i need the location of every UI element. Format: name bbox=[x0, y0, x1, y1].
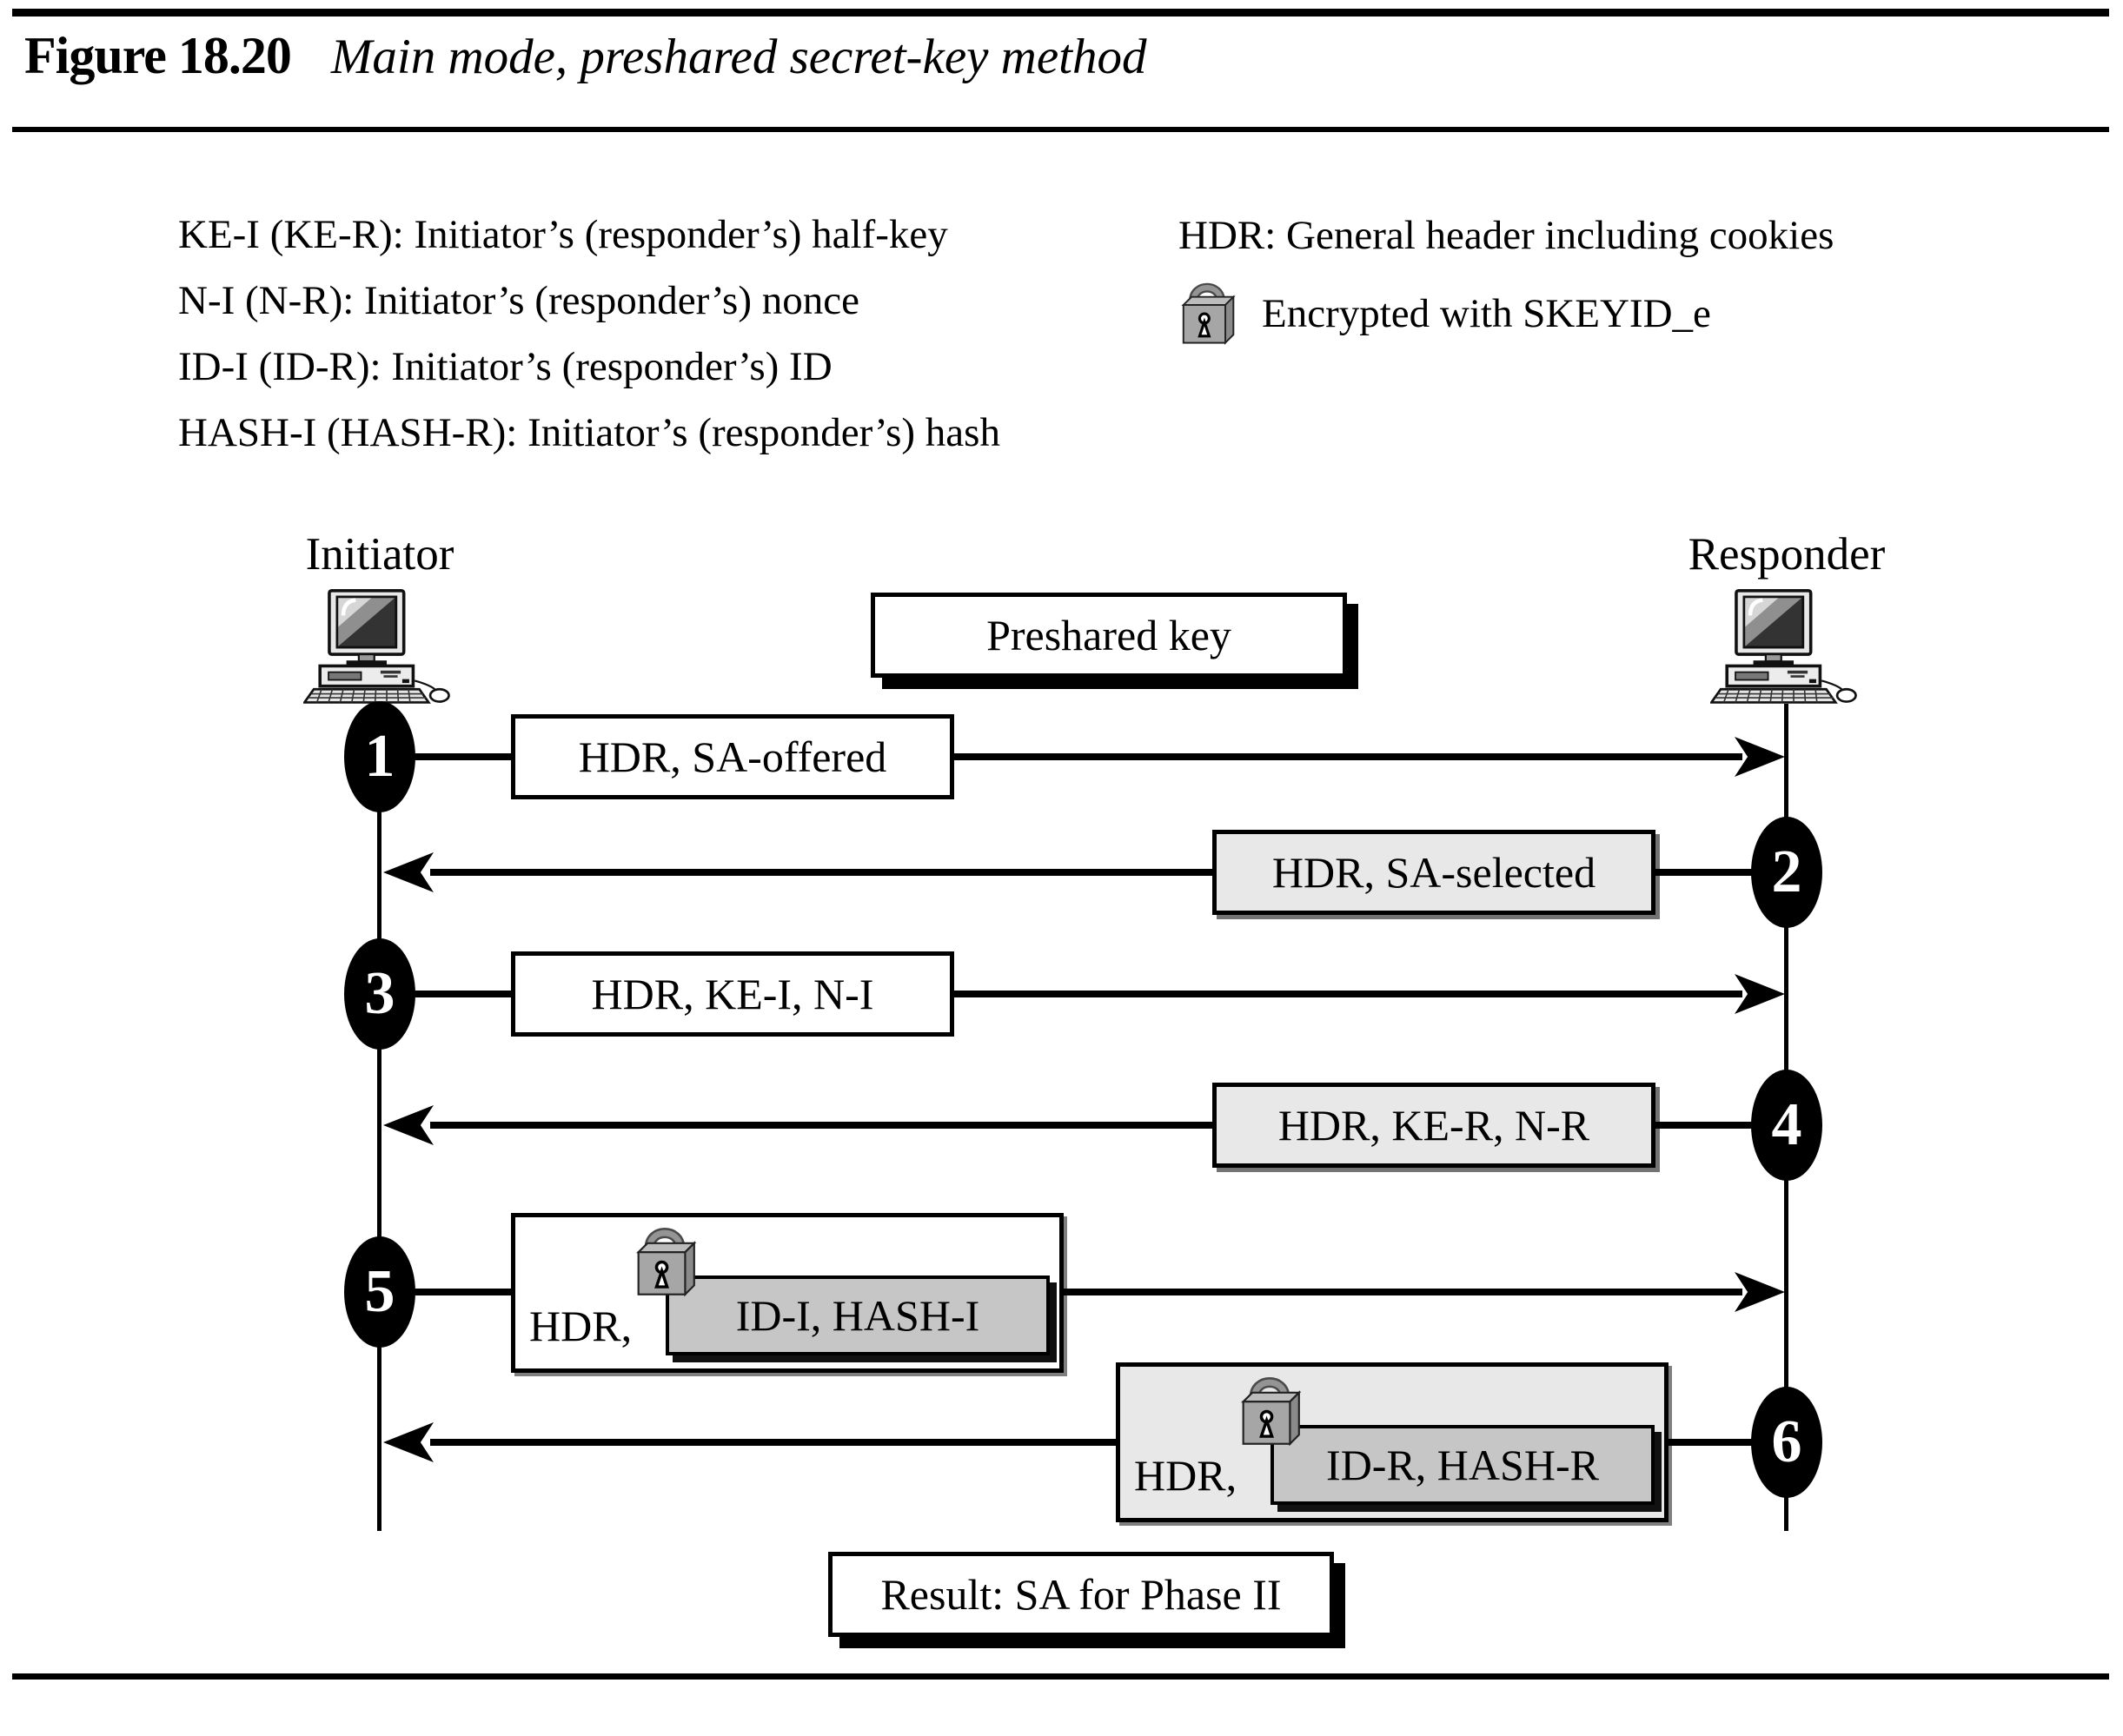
step-number: 5 bbox=[364, 1258, 395, 1325]
initiator-lifeline bbox=[377, 704, 381, 1531]
step-circle-5 bbox=[344, 1236, 415, 1348]
computer-icon bbox=[1710, 589, 1863, 706]
step-circle-6 bbox=[1751, 1387, 1822, 1498]
arrowhead-left-icon bbox=[383, 852, 434, 892]
lock-icon bbox=[631, 1216, 699, 1302]
message-6-encrypted: ID-R, HASH-R bbox=[1326, 1441, 1599, 1489]
step-circle-3 bbox=[344, 938, 415, 1050]
lock-icon bbox=[1236, 1366, 1304, 1451]
computer-icon bbox=[303, 589, 456, 706]
message-box-2 bbox=[1212, 830, 1655, 915]
legend-line-ke: KE-I (KE-R): Initiator’s (responder’s) half-key bbox=[178, 212, 948, 257]
message-5-encrypted: ID-I, HASH-I bbox=[735, 1291, 980, 1340]
message-label-2: HDR, SA-selected bbox=[1271, 848, 1596, 897]
legend-line-id: ID-I (ID-R): Initiator’s (responder’s) ID bbox=[178, 344, 833, 389]
header-rule bbox=[12, 127, 2109, 132]
step-circle-1 bbox=[344, 701, 415, 812]
figure-number: Figure 18.20 bbox=[24, 27, 291, 84]
arrowhead-left-icon bbox=[383, 1422, 434, 1462]
step-circle-2 bbox=[1751, 817, 1822, 928]
legend-line-hash: HASH-I (HASH-R): Initiator’s (responder’s) hash bbox=[178, 410, 1000, 455]
step-number: 1 bbox=[364, 723, 395, 790]
message-6-hdr: HDR, bbox=[1134, 1451, 1237, 1500]
encrypted-box-6 bbox=[1270, 1425, 1655, 1505]
message-box-1 bbox=[511, 714, 954, 799]
responder-label: Responder bbox=[1688, 529, 1886, 580]
message-label-3: HDR, KE-I, N-I bbox=[591, 970, 874, 1018]
step-number: 3 bbox=[364, 960, 395, 1027]
preshared-key-text: Preshared key bbox=[986, 611, 1231, 659]
legend-lock-caption: Encrypted with SKEYID_e bbox=[1262, 291, 1711, 336]
initiator-label: Initiator bbox=[305, 529, 454, 580]
message-label-4: HDR, KE-R, N-R bbox=[1277, 1101, 1590, 1150]
step-circle-4 bbox=[1751, 1070, 1822, 1181]
encrypted-box-5 bbox=[666, 1275, 1050, 1355]
step-number: 4 bbox=[1771, 1091, 1802, 1158]
step-number: 2 bbox=[1771, 838, 1802, 905]
message-box-3 bbox=[511, 951, 954, 1037]
preshared-key-box bbox=[871, 593, 1347, 678]
lock-icon bbox=[1177, 271, 1237, 351]
top-rule bbox=[12, 9, 2109, 17]
arrowhead-left-icon bbox=[383, 1105, 434, 1145]
legend-hdr: HDR: General header including cookies bbox=[1178, 213, 1834, 258]
result-box bbox=[828, 1552, 1334, 1637]
result-text: Result: SA for Phase II bbox=[880, 1570, 1282, 1619]
step-number: 6 bbox=[1771, 1408, 1802, 1475]
message-box-4 bbox=[1212, 1083, 1655, 1168]
bottom-rule bbox=[12, 1673, 2109, 1680]
figure-caption bbox=[24, 26, 1146, 86]
legend-line-n: N-I (N-R): Initiator’s (responder’s) nonce bbox=[178, 278, 859, 323]
figure-title: Main mode, preshared secret-key method bbox=[330, 30, 1147, 84]
legend-abbreviations bbox=[178, 202, 1000, 466]
message-5-hdr: HDR, bbox=[529, 1302, 633, 1350]
message-label-1: HDR, SA-offered bbox=[578, 732, 887, 781]
